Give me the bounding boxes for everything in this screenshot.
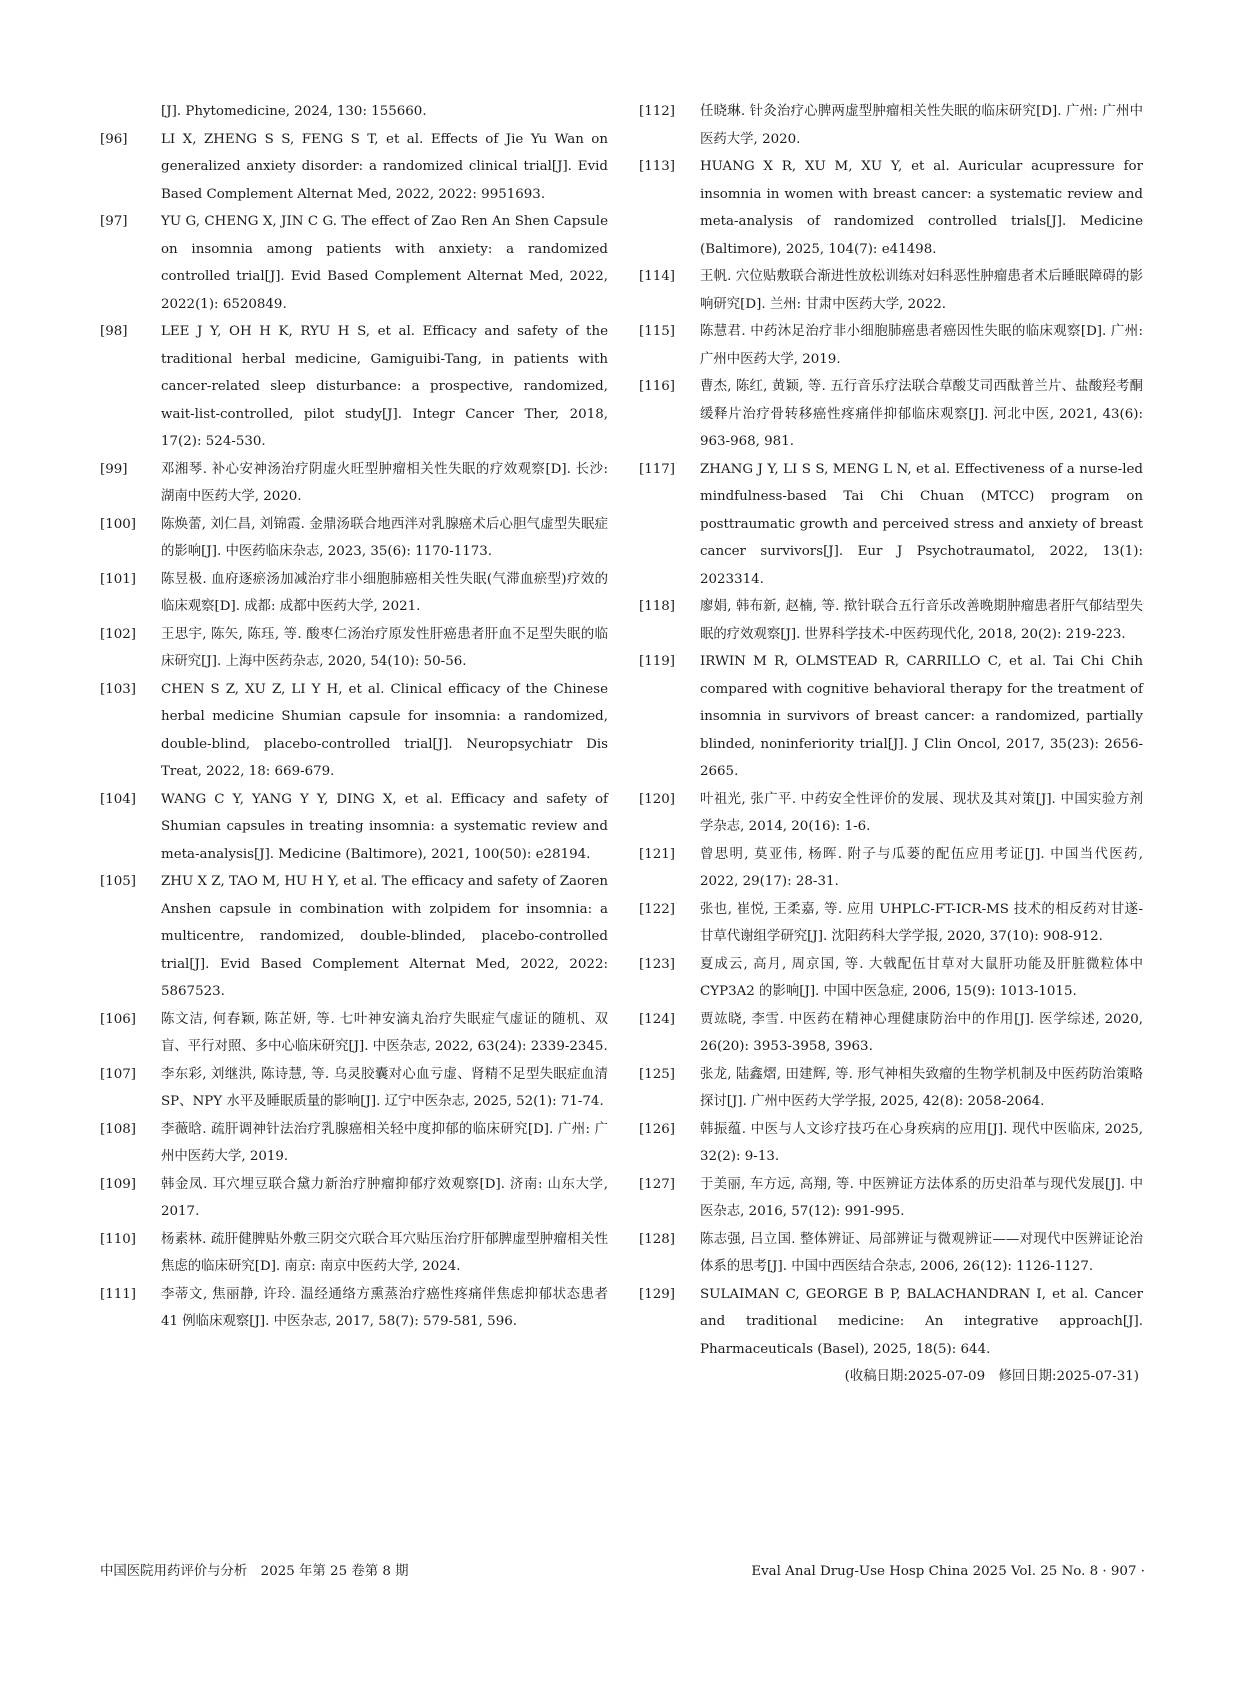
reference-number: [101] bbox=[100, 571, 137, 587]
reference-entry bbox=[100, 1116, 608, 1171]
reference-number: [104] bbox=[100, 791, 137, 807]
footer-journal-chinese: 中国医院用药评价与分析 2025 年第 25 卷第 8 期 bbox=[100, 1564, 409, 1579]
reference-text: 叶祖光, 张广平. 中药安全性评价的发展、现状及其对策[J]. 中国实验方剂学杂志, 2014, 20(16): 1-6. bbox=[700, 791, 1143, 834]
reference-number: [124] bbox=[639, 1011, 676, 1027]
reference-entry bbox=[639, 896, 1143, 951]
footer-journal-english: Eval Anal Drug-Use Hosp China 2025 Vol. 25 No. 8 · 907 · bbox=[751, 1564, 1145, 1579]
reference-number: [111] bbox=[100, 1286, 137, 1302]
reference-text: 王思宇, 陈矢, 陈珏, 等. 酸枣仁汤治疗原发性肝癌患者肝血不足型失眠的临床研究[J]. 上海中医药杂志, 2020, 54(10): 50-56. bbox=[161, 626, 608, 669]
reference-column-right bbox=[639, 98, 1143, 1391]
received-revised-dates: (收稿日期:2025-07-09 修回日期:2025-07-31) bbox=[844, 1369, 1139, 1384]
reference-entry bbox=[100, 566, 608, 621]
reference-entry bbox=[100, 208, 608, 318]
reference-text: 陈志强, 吕立国. 整体辨证、局部辨证与微观辨证——对现代中医辨证论治体系的思考[J]. 中国中西医结合杂志, 2006, 26(12): 1126-1127. bbox=[700, 1231, 1143, 1274]
reference-text: 于美丽, 车方远, 高翔, 等. 中医辨证方法体系的历史沿革与现代发展[J]. 中医杂志, 2016, 57(12): 991-995. bbox=[700, 1176, 1143, 1219]
reference-text: 李薇晗. 疏肝调神针法治疗乳腺癌相关轻中度抑郁的临床研究[D]. 广州: 广州中医药大学, 2019. bbox=[161, 1121, 608, 1164]
reference-text: HUANG X R, XU M, XU Y, et al. Auricular acupressure for insomnia in women with breast cancer: a systematic review and meta-analysis of randomized controlled trials[J]. Medicine (Baltimore), 2025, 104(7): e41498. bbox=[700, 159, 1143, 257]
reference-number: [102] bbox=[100, 626, 137, 642]
reference-number: [116] bbox=[639, 379, 676, 394]
reference-text: 李东彩, 刘继洪, 陈诗慧, 等. 乌灵胶囊对心血亏虚、肾精不足型失眠症血清 SP、NPY 水平及睡眠质量的影响[J]. 辽宁中医杂志, 2025, 52(1): 71-74. bbox=[161, 1066, 608, 1109]
reference-number: [115] bbox=[639, 324, 676, 339]
reference-number: [125] bbox=[639, 1066, 676, 1082]
reference-number: [119] bbox=[639, 654, 676, 669]
reference-entry bbox=[639, 153, 1143, 263]
reference-entry bbox=[100, 1171, 608, 1226]
reference-entry bbox=[100, 1006, 608, 1061]
reference-number: [121] bbox=[639, 846, 676, 862]
reference-text: 陈昱极. 血府逐瘀汤加减治疗非小细胞肺癌相关性失眠(气滞血瘀型)疗效的临床观察[D]. 成都: 成都中医药大学, 2021. bbox=[161, 571, 608, 614]
reference-text: YU G, CHENG X, JIN C G. The effect of Zao Ren An Shen Capsule on insomnia among patients with anxiety: a randomized controlled trial[J]. Evid Based Complement Alternat Med, 2022, 2022(1): 6520849. bbox=[161, 214, 608, 312]
reference-text: CHEN S Z, XU Z, LI Y H, et al. Clinical efficacy of the Chinese herbal medicine Shumian capsule for insomnia: a randomized, double-blind, placebo-controlled trial[J]. Neuropsychiatr Dis Treat, 2022, 18: 669-679. bbox=[161, 681, 608, 779]
reference-text: LEE J Y, OH H K, RYU H S, et al. Efficacy and safety of the traditional herbal medicine, Gamiguibi-Tang, in patients with cancer-related sleep disturbance: a prospective, randomized, wait-list-controlled, pilot study[J]. Integr Cancer Ther, 2018, 17(2): 524-530. bbox=[161, 324, 608, 449]
reference-entry bbox=[100, 456, 608, 511]
reference-text: 曾思明, 莫亚伟, 杨晖. 附子与瓜蒌的配伍应用考证[J]. 中国当代医药, 2022, 29(17): 28-31. bbox=[700, 846, 1143, 889]
reference-number: [129] bbox=[639, 1286, 676, 1302]
reference-text: 韩振蕴. 中医与人文诊疗技巧在心身疾病的应用[J]. 现代中医临床, 2025, 32(2): 9-13. bbox=[700, 1121, 1143, 1164]
reference-text: SULAIMAN C, GEORGE B P, BALACHANDRAN I, et al. Cancer and traditional medicine: An integrative approach[J]. Pharmaceuticals (Basel), 2025, 18(5): 644. bbox=[700, 1286, 1143, 1357]
reference-number: [99] bbox=[100, 461, 128, 477]
reference-list-right bbox=[639, 98, 1143, 1363]
reference-entry bbox=[639, 373, 1143, 456]
reference-number: [114] bbox=[639, 269, 676, 284]
reference-text: 李蒂文, 焦丽静, 许玲. 温经通络方熏蒸治疗癌性疼痛伴焦虑抑郁状态患者 41 例临床观察[J]. 中医杂志, 2017, 58(7): 579-581, 596. bbox=[161, 1286, 608, 1329]
reference-entry bbox=[100, 511, 608, 566]
reference-entry bbox=[639, 786, 1143, 841]
reference-number: [120] bbox=[639, 791, 676, 807]
reference-number: [108] bbox=[100, 1121, 137, 1137]
reference-number: [105] bbox=[100, 874, 137, 889]
reference-number: [128] bbox=[639, 1231, 676, 1247]
reference-number: [118] bbox=[639, 599, 676, 614]
reference-text: 陈慧君. 中药沐足治疗非小细胞肺癌患者癌因性失眠的临床观察[D]. 广州: 广州中医药大学, 2019. bbox=[700, 324, 1143, 367]
reference-entry bbox=[639, 1226, 1143, 1281]
reference-entry bbox=[100, 1061, 608, 1116]
reference-text: 陈焕蕾, 刘仁昌, 刘锦霞. 金鼎汤联合地西泮对乳腺癌术后心胆气虚型失眠症的影响[J]. 中医药临床杂志, 2023, 35(6): 1170-1173. bbox=[161, 516, 608, 559]
reference-entry bbox=[639, 1281, 1143, 1364]
reference-text: 曹杰, 陈红, 黄颖, 等. 五行音乐疗法联合草酸艾司西酞普兰片、盐酸羟考酮缓释片治疗骨转移癌性疼痛伴抑郁临床观察[J]. 河北中医, 2021, 43(6): 963-968, 981. bbox=[700, 379, 1143, 449]
reference-number: [127] bbox=[639, 1176, 676, 1192]
reference-entry bbox=[100, 676, 608, 786]
reference-number: [123] bbox=[639, 956, 676, 972]
reference-text: WANG C Y, YANG Y Y, DING X, et al. Efficacy and safety of Shumian capsules in treating insomnia: a systematic review and meta-analysis[J]. Medicine (Baltimore), 2021, 100(50): e28194. bbox=[161, 791, 608, 862]
reference-text: 任晓琳. 针灸治疗心脾两虚型肿瘤相关性失眠的临床研究[D]. 广州: 广州中医药大学, 2020. bbox=[700, 104, 1143, 147]
reference-number: [103] bbox=[100, 681, 137, 697]
reference-text: 张龙, 陆鑫熠, 田建辉, 等. 形气神相失致瘤的生物学机制及中医药防治策略探讨[J]. 广州中医药大学学报, 2025, 42(8): 2058-2064. bbox=[700, 1066, 1143, 1109]
reference-text: ZHANG J Y, LI S S, MENG L N, et al. Effectiveness of a nurse-led mindfulness-based Tai Chi Chuan (MTCC) program on posttraumatic growth and perceived stress and anxiety of breast cancer survivors[J]. Eur J Psychotraumatol, 2022, 13(1): 2023314. bbox=[700, 461, 1143, 587]
reference-text: 邓湘琴. 补心安神汤治疗阴虚火旺型肿瘤相关性失眠的疗效观察[D]. 长沙: 湖南中医药大学, 2020. bbox=[161, 461, 608, 504]
reference-text: 陈文洁, 何春颖, 陈芷妍, 等. 七叶神安滴丸治疗失眠症气虚证的随机、双盲、平行对照、多中心临床研究[J]. 中医杂志, 2022, 63(24): 2339-2345. bbox=[161, 1011, 608, 1054]
reference-number: [122] bbox=[639, 901, 676, 917]
reference-entry bbox=[100, 318, 608, 456]
reference-entry bbox=[639, 1116, 1143, 1171]
reference-text: 张也, 崔悦, 王柔嘉, 等. 应用 UHPLC-FT-ICR-MS 技术的相反药对甘遂-甘草代谢组学研究[J]. 沈阳药科大学学报, 2020, 37(10): 908-912. bbox=[700, 901, 1143, 944]
reference-text: [J]. Phytomedicine, 2024, 130: 155660. bbox=[161, 104, 427, 119]
reference-entry bbox=[639, 951, 1143, 1006]
reference-number: [113] bbox=[639, 159, 676, 174]
reference-text: LI X, ZHENG S S, FENG S T, et al. Effects of Jie Yu Wan on generalized anxiety disorder: a randomized clinical trial[J]. Evid Based Complement Alternat Med, 2022, 2022: 9951693. bbox=[161, 131, 608, 202]
reference-number: [98] bbox=[100, 324, 128, 339]
reference-entry bbox=[639, 1171, 1143, 1226]
reference-entry bbox=[639, 648, 1143, 786]
reference-number: [106] bbox=[100, 1011, 137, 1027]
reference-entry bbox=[100, 126, 608, 209]
reference-entry bbox=[100, 98, 608, 126]
reference-text: 王帆. 穴位贴敷联合渐进性放松训练对妇科恶性肿瘤患者术后睡眠障碍的影响研究[D]. 兰州: 甘肃中医药大学, 2022. bbox=[700, 269, 1143, 312]
reference-number: [117] bbox=[639, 461, 676, 477]
reference-number: [97] bbox=[100, 214, 128, 229]
reference-entry bbox=[639, 98, 1143, 153]
reference-entry bbox=[100, 621, 608, 676]
reference-entry bbox=[639, 841, 1143, 896]
reference-number: [100] bbox=[100, 516, 137, 532]
reference-entry bbox=[100, 868, 608, 1006]
reference-number: [109] bbox=[100, 1176, 137, 1192]
reference-entry bbox=[639, 263, 1143, 318]
reference-entry bbox=[639, 456, 1143, 594]
reference-text: 夏成云, 高月, 周京国, 等. 大戟配伍甘草对大鼠肝功能及肝脏微粒体中 CYP3A2 的影响[J]. 中国中医急症, 2006, 15(9): 1013-1015. bbox=[700, 956, 1143, 999]
reference-entry bbox=[639, 593, 1143, 648]
reference-entry bbox=[639, 318, 1143, 373]
reference-text: 杨素林. 疏肝健脾贴外敷三阴交穴联合耳穴贴压治疗肝郁脾虚型肿瘤相关性焦虑的临床研究[D]. 南京: 南京中医药大学, 2024. bbox=[161, 1231, 608, 1274]
reference-text: 廖娟, 韩布新, 赵楠, 等. 揿针联合五行音乐改善晚期肿瘤患者肝气郁结型失眠的疗效观察[J]. 世界科学技术-中医药现代化, 2018, 20(2): 219-223. bbox=[700, 599, 1143, 642]
reference-entry bbox=[100, 1226, 608, 1281]
reference-entry bbox=[100, 1281, 608, 1336]
reference-number: [126] bbox=[639, 1121, 676, 1137]
reference-number: [112] bbox=[639, 104, 676, 119]
reference-text: IRWIN M R, OLMSTEAD R, CARRILLO C, et al. Tai Chi Chih compared with cognitive behavioral therapy for the treatment of insomnia in survivors of breast cancer: a randomized, partially blinded, noninferiority trial[J]. J Clin Oncol, 2017, 35(23): 2656-2665. bbox=[700, 654, 1143, 779]
reference-column-left bbox=[100, 98, 608, 1336]
reference-number: [96] bbox=[100, 131, 128, 147]
reference-entry bbox=[639, 1006, 1143, 1061]
reference-text: ZHU X Z, TAO M, HU H Y, et al. The efficacy and safety of Zaoren Anshen capsule in combination with zolpidem for insomnia: a multicentre, randomized, double-blinded, placebo-controlled trial[J]. Evid Based Complement Alternat Med, 2022, 2022: 5867523. bbox=[161, 874, 608, 999]
reference-entry bbox=[100, 786, 608, 869]
reference-text: 韩金凤. 耳穴埋豆联合黛力新治疗肿瘤抑郁疗效观察[D]. 济南: 山东大学, 2017. bbox=[161, 1176, 608, 1219]
reference-text: 贾竑晓, 李雪. 中医药在精神心理健康防治中的作用[J]. 医学综述, 2020, 26(20): 3953-3958, 3963. bbox=[700, 1011, 1143, 1054]
reference-number: [107] bbox=[100, 1066, 137, 1082]
reference-number: [110] bbox=[100, 1231, 137, 1247]
reference-entry bbox=[639, 1061, 1143, 1116]
